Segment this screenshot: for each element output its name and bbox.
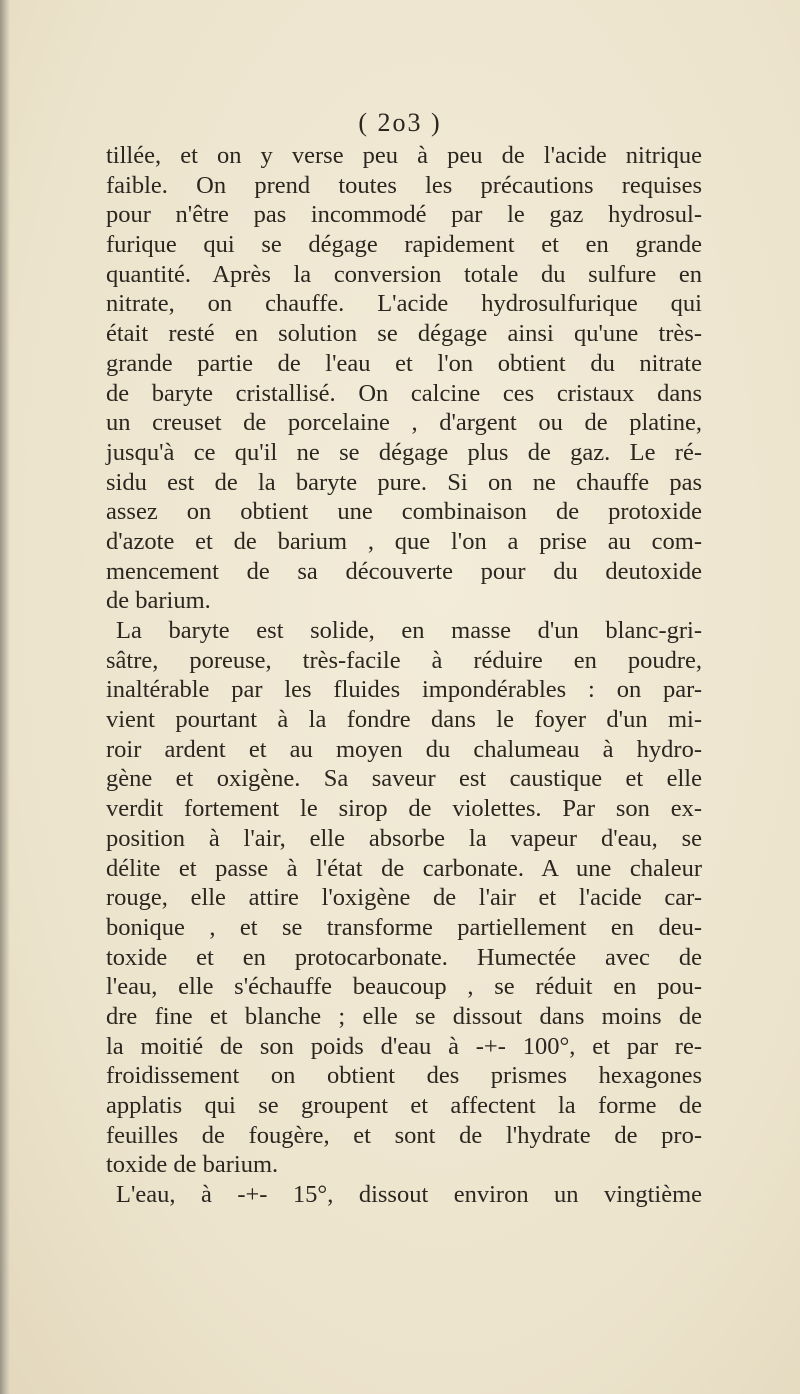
text-line: froidissement on obtient des prismes hexagones: [106, 1062, 702, 1090]
body-text: [106, 141, 702, 1210]
page-spine-shadow: [0, 0, 10, 1394]
text-line: la moitié de son poids d'eau à -+- 100°, et par re-: [106, 1032, 702, 1060]
text-line: toxide et en protocarbonate. Humectée avec de: [106, 943, 702, 971]
text-line: délite et passe à l'état de carbonate. A une chaleur: [106, 854, 702, 882]
text-line: toxide de barium.: [106, 1151, 279, 1179]
text-line: L'eau, à -+- 15°, dissout environ un vingtième: [116, 1181, 702, 1209]
text-line: verdit fortement le sirop de violettes. Par son ex-: [106, 795, 702, 823]
text-line: d'azote et de barium , que l'on a prise au com-: [106, 527, 702, 555]
text-line: était resté en solution se dégage ainsi qu'une très-: [106, 320, 702, 348]
text-line: jusqu'à ce qu'il ne se dégage plus de gaz. Le ré-: [106, 438, 702, 466]
text-line: tillée, et on y verse peu à peu de l'acide nitrique: [106, 142, 702, 169]
text-line: assez on obtient une combinaison de protoxide: [106, 498, 702, 526]
text-line: faible. On prend toutes les précautions requises: [106, 171, 702, 199]
text-line: grande partie de l'eau et l'on obtient du nitrate: [106, 349, 702, 377]
text-line: feuilles de fougère, et sont de l'hydrate de pro-: [106, 1121, 702, 1149]
text-line: nitrate, on chauffe. L'acide hydrosulfurique qui: [106, 290, 702, 318]
text-line: un creuset de porcelaine , d'argent ou de platine,: [106, 409, 702, 437]
text-line: dre fine et blanche ; elle se dissout dans moins de: [106, 1002, 702, 1030]
text-line: pour n'être pas incommodé par le gaz hydrosul-: [106, 201, 702, 229]
text-line: applatis qui se groupent et affectent la forme de: [106, 1092, 702, 1119]
text-line: vient pourtant à la fondre dans le foyer d'un mi-: [106, 706, 702, 734]
text-line: sidu est de la baryte pure. Si on ne chauffe pas: [106, 468, 702, 496]
text-line: de baryte cristallisé. On calcine ces cristaux dans: [106, 379, 702, 407]
text-line: inaltérable par les fluides impondérables : on par-: [106, 676, 702, 704]
text-line: La baryte est solide, en masse d'un blanc-gri-: [116, 617, 702, 644]
text-line: bonique , et se transforme partiellement en deu-: [106, 913, 702, 941]
text-line: quantité. Après la conversion totale du sulfure en: [106, 260, 702, 288]
text-line: l'eau, elle s'échauffe beaucoup , se réduit en pou-: [106, 973, 702, 1001]
page-number: ( 2o3 ): [358, 108, 442, 137]
text-line: de barium.: [106, 587, 211, 615]
text-line: gène et oxigène. Sa saveur est caustique et elle: [106, 765, 702, 793]
text-line: rouge, elle attire l'oxigène de l'air et l'acide car-: [106, 884, 702, 912]
text-line: furique qui se dégage rapidement et en grande: [106, 231, 702, 259]
text-line: position à l'air, elle absorbe la vapeur d'eau, se: [106, 824, 702, 852]
text-line: roir ardent et au moyen du chalumeau à hydro-: [106, 735, 702, 763]
text-line: mencement de sa découverte pour du deutoxide: [106, 557, 702, 585]
text-line: sâtre, poreuse, très-facile à réduire en poudre,: [106, 646, 702, 674]
